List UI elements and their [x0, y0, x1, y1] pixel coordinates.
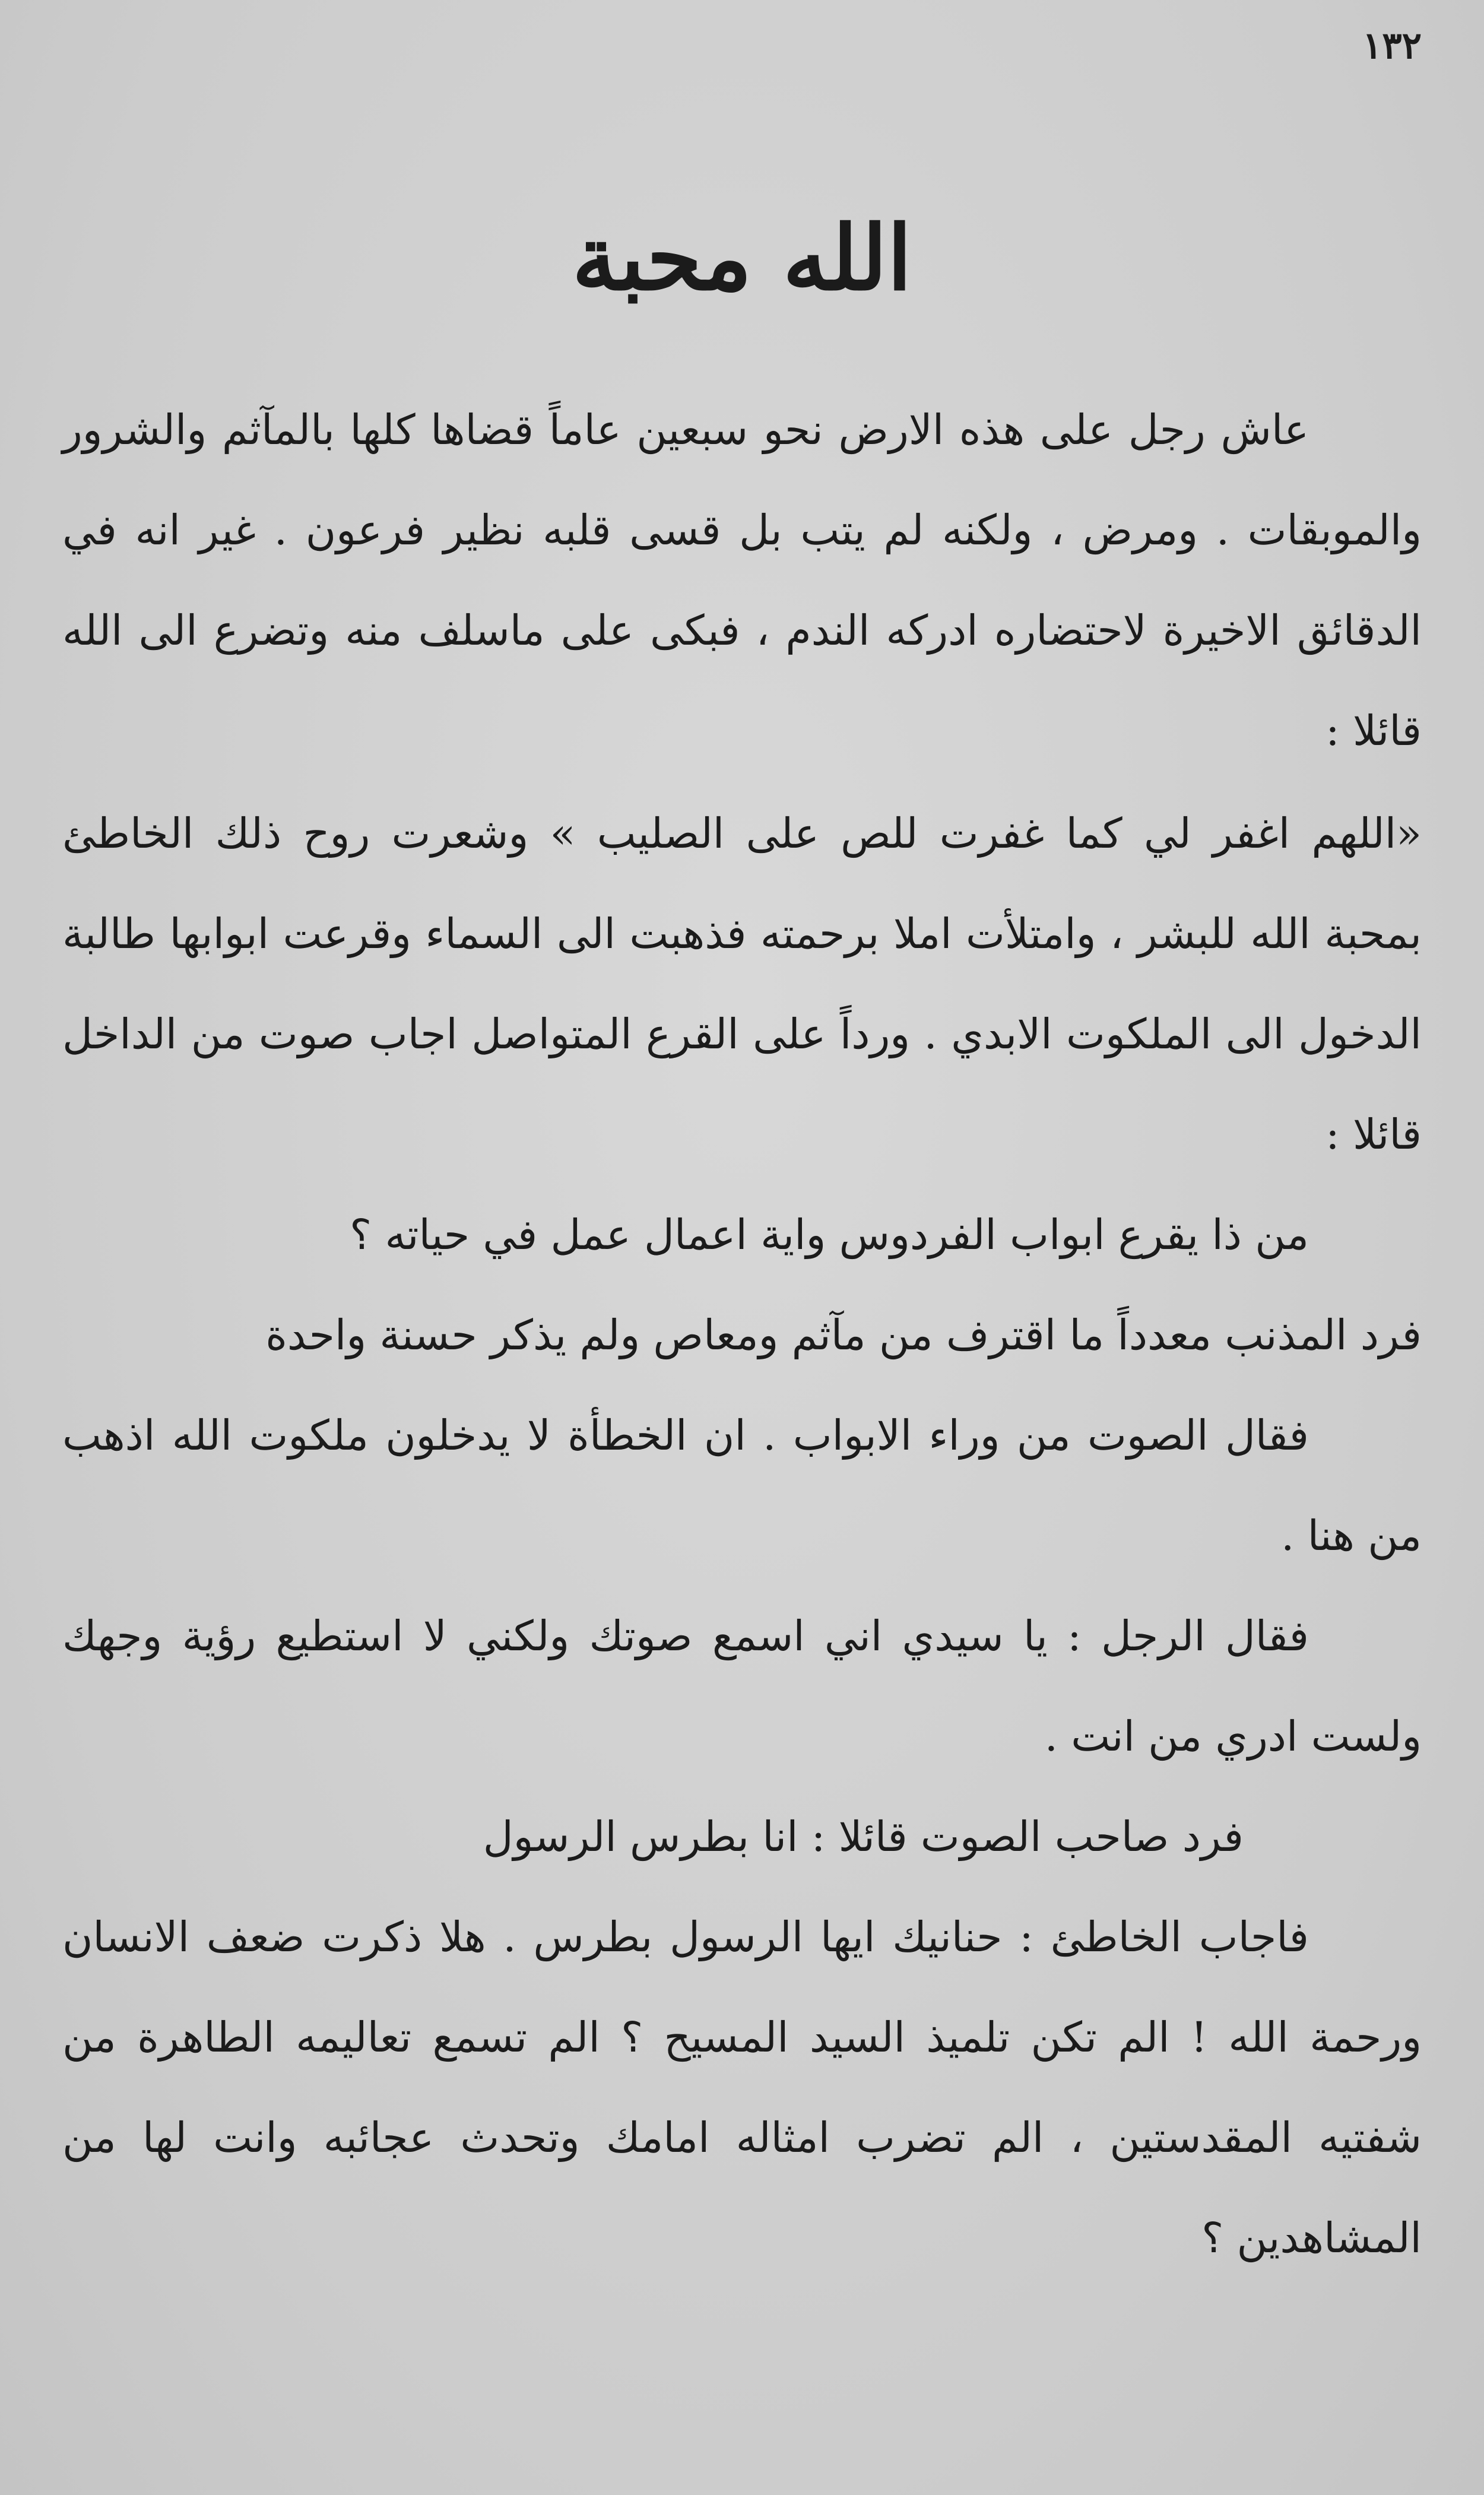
paragraph-3: من ذا يقرع ابواب الفردوس واية اعمال عمل في حياته ؟	[350, 1210, 1309, 1259]
paragraph-8: فاجاب الخاطئ : حنانيك ايها الرسول بطرس . هلا ذكرت ضعف الانسان ورحمة الله ! الم تكن تلميذ السيد المسيح ؟ الم تسمع تعاليمه الطاهرة من شفتيه المقدستين ، الم تضرب امثاله امامك وتحدث عجائبه وانت لها من المشاهدين ؟	[62, 1913, 1422, 2262]
paragraph-2: «اللهم اغفر لي كما غفرت للص على الصليب » وشعرت روح ذلك الخاطئ بمحبة الله للبشر ، وامتلأت املا برحمته فذهبت الى السماء وقرعت ابوابها طالبة الدخول الى الملكوت الابدي . ورداً على القرع المتواصل اجاب صوت من الداخل قائلا :	[62, 809, 1422, 1159]
paragraph-7: فرد صاحب الصوت قائلا : انا بطرس الرسول	[483, 1812, 1244, 1861]
page-number: ١٣٢	[1362, 24, 1422, 67]
body-text	[62, 380, 1422, 2288]
paragraph-4: فرد المذنب معدداً ما اقترف من مآثم ومعاص ولم يذكر حسنة واحدة	[265, 1311, 1422, 1359]
paragraph-5: فقال الصوت من وراء الابواب . ان الخطأة لا يدخلون ملكوت الله اذهب من هنا .	[62, 1411, 1422, 1560]
paragraph-1: عاش رجل على هذه الارض نحو سبعين عاماً قضاها كلها بالمآثم والشرور والموبقات . ومرض ، ولكنه لم يتب بل قسى قلبه نظير فرعون . غير انه في الدقائق الاخيرة لاحتضاره ادركه الندم ، فبكى على ماسلف منه وتضرع الى الله قائلا :	[62, 405, 1422, 755]
page-title: الله محبة	[572, 206, 912, 310]
paragraph-6: فقال الرجل : يا سيدي اني اسمع صوتك ولكني لا استطيع رؤية وجهك ولست ادري من انت .	[62, 1612, 1422, 1761]
